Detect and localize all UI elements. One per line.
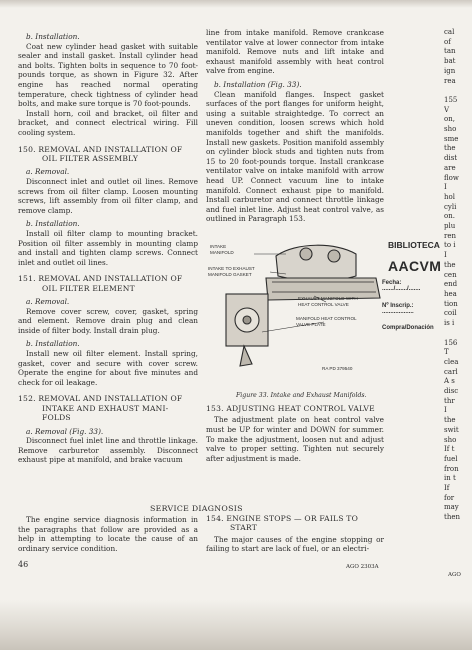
stamp-date: Fecha: ......./......./.......: [382, 280, 421, 292]
section-154: [206, 514, 384, 554]
heading-line: INTAKE AND EXHAUST MANI-: [42, 403, 169, 413]
paragraph: Install oil filter clamp to mounting bracket. Position oil filter assembly in mounting clamp and install and tighten clamp screws. Connect inlet and outlet oil lines.: [18, 228, 198, 267]
edge-line: fron: [444, 464, 459, 473]
subsection-heading: a. Removal (Fig. 33).: [26, 426, 104, 436]
edge-line: to i: [444, 241, 456, 250]
edge-line: fuel: [444, 454, 458, 463]
edge-line: in t: [444, 474, 456, 483]
label-gasket: INTAKE TO EXHAUST: [208, 266, 255, 271]
paragraph: The adjustment plate on heat control valve must be UP for winter and DOWN for summer. To make the adjustment, loosen nut and adjust valve to proper setting. Tighten nut securely after adjustment is made.: [206, 415, 384, 463]
edge-line: hea: [444, 289, 457, 298]
edge-line: carl: [444, 367, 458, 376]
page-number: 46: [18, 560, 29, 569]
edge-line: hol: [444, 192, 455, 201]
section-heading-150: [18, 145, 198, 164]
edge-line: end: [444, 280, 458, 289]
paragraph: Disconnect inlet and outlet oil lines. Remove screws from oil filter clamp. Loosen mounting screws, lift assembly from oil filter clamp, and remove clamp.: [18, 176, 198, 215]
section-heading-151: [18, 274, 198, 293]
edge-line: I: [444, 251, 447, 260]
paragraph: Remove cover screw, cover, gasket, spring and element. Remove drain plug and clean inside of filter body. Install drain plug.: [18, 306, 198, 335]
ago-tag-edge: AGO: [448, 572, 461, 578]
svg-text:MANIFOLD: MANIFOLD: [210, 250, 234, 255]
heading-line: OIL FILTER ELEMENT: [42, 283, 135, 293]
heading-line: OIL FILTER ASSEMBLY: [42, 153, 139, 163]
label-valve-plate: MANIFOLD HEAT CONTROL: [296, 316, 357, 321]
edge-line: A s: [444, 377, 455, 386]
edge-line: on,: [444, 115, 455, 124]
service-intro: [18, 515, 198, 553]
edge-line: sho: [444, 435, 457, 444]
edge-line: tion: [444, 299, 458, 308]
paragraph: The engine service diagnosis information in the paragraphs that follow are provided as a help in attempting to locate the cause of an ordinary service condition.: [18, 515, 198, 553]
edge-line: rea: [444, 76, 456, 85]
left-column: [18, 28, 198, 465]
edge-line: may: [444, 503, 459, 512]
edge-line: ren: [444, 231, 456, 240]
edge-line: swit: [444, 425, 459, 434]
heading-line: 151. REMOVAL AND INSTALLATION OF: [18, 274, 183, 284]
svg-text:VALVE PLATE: VALVE PLATE: [296, 322, 326, 327]
paragraph: Clean manifold flanges. Inspect gasket surfaces of the port flanges for uniform height, using a suitable straightedge. To correct an uneven condition, loosen screws which hold manifolds together and shift the manifolds. Install new gaskets. Position manifold assembly on cylinder block studs and tighten nuts from 15 to 20 foot-pounds torque. Install crankcase ventilator valve on intake manifold with arrow head UP. Connect vacuum line to intake manifold. Connect exhaust pipe to manifold. Install carburetor and connect throttle linkage and fuel inlet line. Adjust heat control valve, as outlined in Paragraph 153.: [206, 89, 384, 224]
heading-line: FOLDS: [42, 413, 71, 423]
edge-line: disc: [444, 387, 459, 396]
edge-line: the: [444, 260, 456, 269]
section-heading-154: [206, 514, 384, 533]
subsection-heading: a. Removal.: [26, 167, 70, 177]
manifold-figure: [206, 236, 386, 376]
heading-line: 152. REMOVAL AND INSTALLATION OF: [18, 394, 183, 404]
section-153: [206, 404, 384, 463]
edge-line: plu: [444, 222, 456, 231]
figure-caption: Figure 33. Intake and Exhaust Manifolds.: [236, 392, 367, 399]
ago-tag: AGO 2303A: [346, 564, 379, 570]
edge-line: of: [444, 37, 451, 46]
edge-line: sho: [444, 125, 457, 134]
subsection-heading: b. Installation.: [26, 339, 80, 349]
subsection-heading: b. Installation.: [26, 32, 80, 41]
label-intake-manifold: INTAKE: [210, 244, 227, 249]
edge-line: cen: [444, 270, 457, 279]
stamp-title: BIBLIOTECA: [388, 240, 440, 250]
intake-manifold-shape: [276, 245, 356, 280]
stamp-inscription: Nº Inscrip.: ...................: [382, 303, 414, 315]
edge-line: bat: [444, 57, 456, 66]
edge-line: cyli: [444, 202, 457, 211]
edge-line: [444, 86, 470, 96]
svg-text:HEAT CONTROL VALVE: HEAT CONTROL VALVE: [298, 302, 349, 307]
edge-line: I: [444, 183, 447, 192]
edge-line: ign: [444, 66, 456, 75]
section-heading-152: [18, 394, 198, 422]
paragraph: Install horn, coil and bracket, oil filter and bracket, and connect electrical wiring. Fill cooling system.: [18, 108, 198, 137]
edge-line: 156: [444, 338, 458, 347]
label-exhaust-manifold: EXHAUST MANIFOLD WITH: [298, 296, 358, 301]
paragraph: line from intake manifold. Remove crankcase ventilator valve at lower connector from intake manifold. Remove nuts and lift intake and exhaust manifold assembly with heat control valve from engine.: [206, 28, 384, 76]
right-column: [206, 28, 384, 224]
paragraph: Coat new cylinder head gasket with suitable sealer and install gasket. Install cylinder head and bolts. Tighten bolts in sequence to 70 foot-pounds torque, as shown in Figure 32. After engine has reached normal operating temperature, check tightness of cylinder head bolts, and make sure torque is 70 foot-pounds.: [18, 41, 198, 109]
subsection-heading: b. Installation.: [26, 219, 80, 229]
edge-line: are: [444, 163, 456, 172]
edge-line: the: [444, 416, 456, 425]
edge-line: flow: [444, 173, 459, 182]
edge-line: thr: [444, 396, 455, 405]
edge-line: then: [444, 513, 460, 522]
edge-line: If t: [444, 445, 455, 454]
paragraph: Disconnect fuel inlet line and throttle linkage. Remove carburetor assembly. Disconnect exhaust pipe at manifold, and brake vacuum: [18, 436, 198, 465]
edge-line: on.: [444, 212, 455, 221]
valve-plate-shape: [240, 346, 252, 366]
edge-line: is i: [444, 319, 455, 328]
edge-line: clea: [444, 357, 459, 366]
page-top-edge: [0, 0, 472, 8]
heading-line: 154. ENGINE STOPS — OR FAILS TO: [206, 514, 359, 523]
edge-line: I: [444, 406, 447, 415]
adjacent-page-fragment: [444, 28, 470, 523]
edge-line: cal: [444, 28, 455, 36]
section-heading-153: 153. ADJUSTING HEAT CONTROL VALVE: [206, 404, 375, 413]
subsection-heading: a. Removal.: [26, 297, 70, 307]
edge-line: for: [444, 493, 455, 502]
edge-line: dist: [444, 154, 458, 163]
edge-line: the: [444, 144, 456, 153]
stamp-acquisition: Compra/Donación: [382, 325, 434, 331]
edge-line: If: [444, 484, 450, 493]
figure-ref: RA PD 379540: [322, 366, 353, 371]
edge-line: coil: [444, 309, 457, 318]
subsection-heading: b. Installation (Fig. 33).: [214, 79, 302, 89]
paragraph: Install new oil filter element. Install spring, gasket, cover and secure with cover screw. Operate the engine for about five minutes and check for oil leakage.: [18, 349, 198, 387]
stamp-name: AACVM: [388, 258, 442, 274]
heading-line: 150. REMOVAL AND INSTALLATION OF: [18, 144, 183, 154]
edge-line: sme: [444, 134, 459, 143]
edge-line: V: [444, 105, 450, 114]
edge-line: [444, 329, 470, 339]
edge-line: 155: [444, 95, 458, 104]
heading-line: START: [230, 523, 257, 533]
library-stamp: [370, 236, 440, 361]
svg-text:MANIFOLD GASKET: MANIFOLD GASKET: [208, 272, 252, 277]
edge-line: tan: [444, 47, 456, 56]
paragraph: The major causes of the engine stopping or failing to start are lack of fuel, or an electri-: [206, 534, 384, 554]
page-bottom-edge: [0, 600, 472, 650]
service-diagnosis-heading: SERVICE DIAGNOSIS: [150, 504, 243, 513]
edge-line: T: [444, 348, 449, 357]
